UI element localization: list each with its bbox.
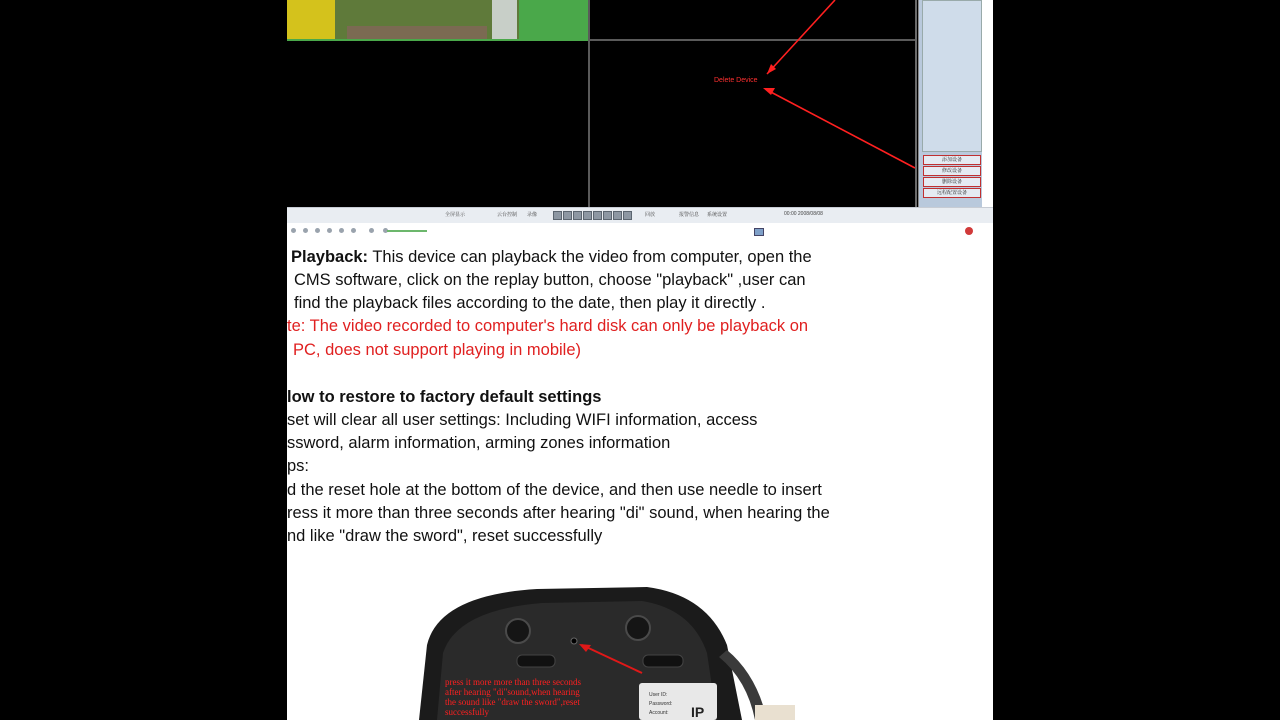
label-ip-text: IP	[691, 704, 705, 720]
note-line-1: te: The video recorded to computer's hard disk can only be playback on	[287, 317, 809, 335]
delete-device-button[interactable]: 删除设备	[923, 177, 981, 187]
playback-text-1: This device can playback the video from computer, open the	[368, 248, 812, 266]
restore-line-2: ssword, alarm information, arming zones information	[287, 434, 671, 452]
playback-title: Playback:	[291, 248, 369, 266]
restore-line-5: ress it more than three seconds after hearing "di" sound, when hearing the	[287, 504, 830, 522]
restore-line-1: set will clear all user settings: Including WIFI information, access	[287, 411, 758, 429]
toolbar-record[interactable]: 录像	[527, 212, 538, 218]
remote-config-button[interactable]: 远程配置设备	[923, 188, 981, 198]
caption-line-3: the sound like "draw the sword",reset	[445, 697, 580, 707]
cms-screenshot	[287, 0, 993, 238]
annotation-arrows	[287, 0, 993, 238]
caption-line-1: press it more more than three seconds	[445, 677, 581, 687]
document-page	[287, 0, 993, 720]
status-time: 00:00 2008/08/08	[784, 211, 823, 217]
restore-title: low to restore to factory default settings	[287, 388, 602, 406]
add-device-button[interactable]: 添加设备	[923, 155, 981, 165]
playback-line-1	[291, 246, 812, 269]
toolbar-alarm[interactable]: 报警信息	[679, 212, 700, 218]
label-account: Account:	[649, 710, 669, 716]
toolbar-ptz[interactable]: 云台控制	[497, 212, 518, 218]
label-password: Password:	[649, 701, 673, 707]
toolbar-fullscreen[interactable]: 全屏显示	[445, 212, 466, 218]
playback-line-3: find the playback files according to the date, then play it directly .	[294, 294, 766, 312]
caption-line-4: successfully	[445, 707, 489, 717]
toolbar-settings[interactable]: 系统设置	[707, 212, 728, 218]
toolbar-playback[interactable]: 回放	[645, 212, 656, 218]
caption-line-2: after hearing "di"sound,when hearing	[445, 687, 580, 697]
note-line-2: PC, does not support playing in mobile)	[293, 341, 581, 359]
playback-line-2: CMS software, click on the replay button, choose "playback" ,user can	[294, 271, 806, 289]
restore-line-4: d the reset hole at the bottom of the device, and then use needle to insert	[287, 481, 822, 499]
edit-device-button[interactable]: 修改设备	[923, 166, 981, 176]
camera-bottom-photo	[287, 555, 993, 720]
delete-device-annotation: Delete Device	[714, 77, 758, 84]
label-user-id: User ID:	[649, 692, 668, 698]
restore-line-3: ps:	[287, 457, 310, 475]
restore-line-6: nd like "draw the sword", reset successfully	[287, 527, 603, 545]
